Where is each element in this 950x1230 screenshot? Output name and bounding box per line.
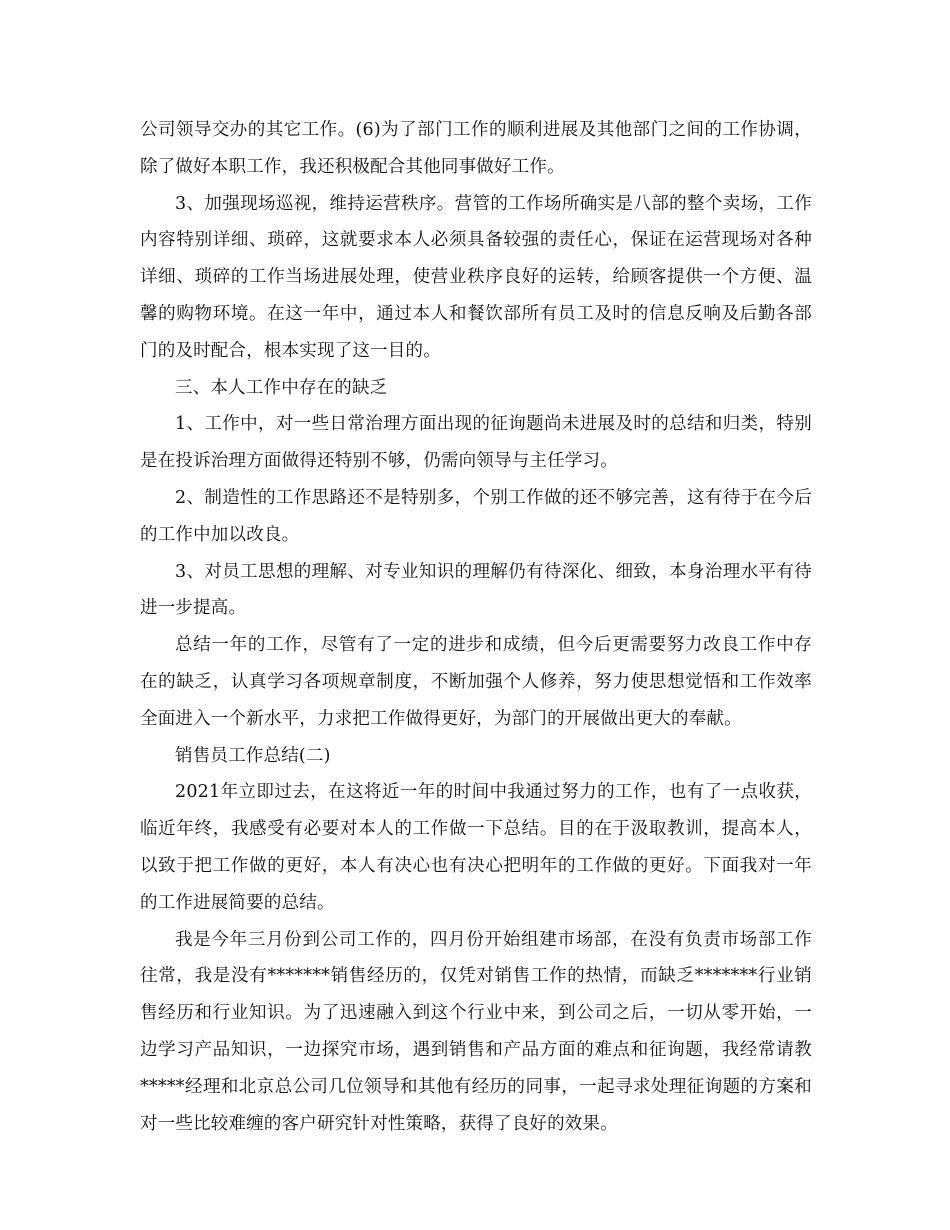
paragraph-shortcoming-1: 1、工作中，对一些日常治理方面出现的征询题尚未进展及时的总结和归类，特别是在投诉治理方面做得还特别不够，仍需向领导与主任学习。 bbox=[140, 414, 812, 472]
paragraph-site-patrol: 3、加强现场巡视，维持运营秩序。营管的工作场所确实是八部的整个卖场，工作内容特别详细、琐碎，这就要求本人必须具备较强的责任心，保证在运营现场对各种详细、琐碎的工作当场进展处理，使营业秩序良好的运转，给顾客提供一个方便、温馨的购物环境。在这一年中，通过本人和餐饮部所有员工及时的信息反响及后勤各部门的及时配合，根本实现了这一目的。 bbox=[140, 193, 812, 361]
paragraph-continuation: 公司领导交办的其它工作。(6)为了部门工作的顺利进展及其他部门之间的工作协调，除了做好本职工作，我还积极配合其他同事做好工作。 bbox=[140, 120, 812, 177]
paragraph-sales-experience: 我是今年三月份到公司工作的，四月份开始组建市场部，在没有负责市场部工作往常，我是没有*******销售经历的，仅凭对销售工作的热情，而缺乏*******行业销售经历和行业知识。为了迅速融入到这个行业中来，到公司之后，一切从零开始，一边学习产品知识，一边探究市场，遇到销售和产品方面的难点和征询题，我经常请教*****经理和北京总公司几位领导和其他有经历的同事，一起寻求处理征询题的方案和对一些比较难缠的客户研究针对性策略，获得了良好的效果。 bbox=[140, 929, 812, 1134]
section-heading-sales-summary: 销售员工作总结(二) bbox=[175, 745, 331, 766]
document-body bbox=[140, 112, 812, 1142]
paragraph-shortcoming-3: 3、对员工思想的理解、对专业知识的理解仍有待深化、细致，本身治理水平有待进一步提高。 bbox=[140, 561, 812, 619]
section-heading-shortcomings: 三、本人工作中存在的缺乏 bbox=[175, 377, 388, 398]
paragraph-shortcoming-2: 2、制造性的工作思路还不是特别多，个别工作做的还不够完善，这有待于在今后的工作中加以改良。 bbox=[140, 487, 812, 545]
paragraph-sales-intro: 2021年立即过去，在这将近一年的时间中我通过努力的工作，也有了一点收获，临近年终，我感受有必要对本人的工作做一下总结。目的在于汲取教训，提高本人，以致于把工作做的更好，本人有决心也有决心把明年的工作做的更好。下面我对一年的工作进展简要的总结。 bbox=[140, 782, 812, 913]
paragraph-year-summary: 总结一年的工作，尽管有了一定的进步和成绩，但今后更需要努力改良工作中存在的缺乏，认真学习各项规章制度，不断加强个人修养，努力使思想觉悟和工作效率全面进入一个新水平，力求把工作做得更好，为部门的开展做出更大的奉献。 bbox=[140, 635, 812, 729]
